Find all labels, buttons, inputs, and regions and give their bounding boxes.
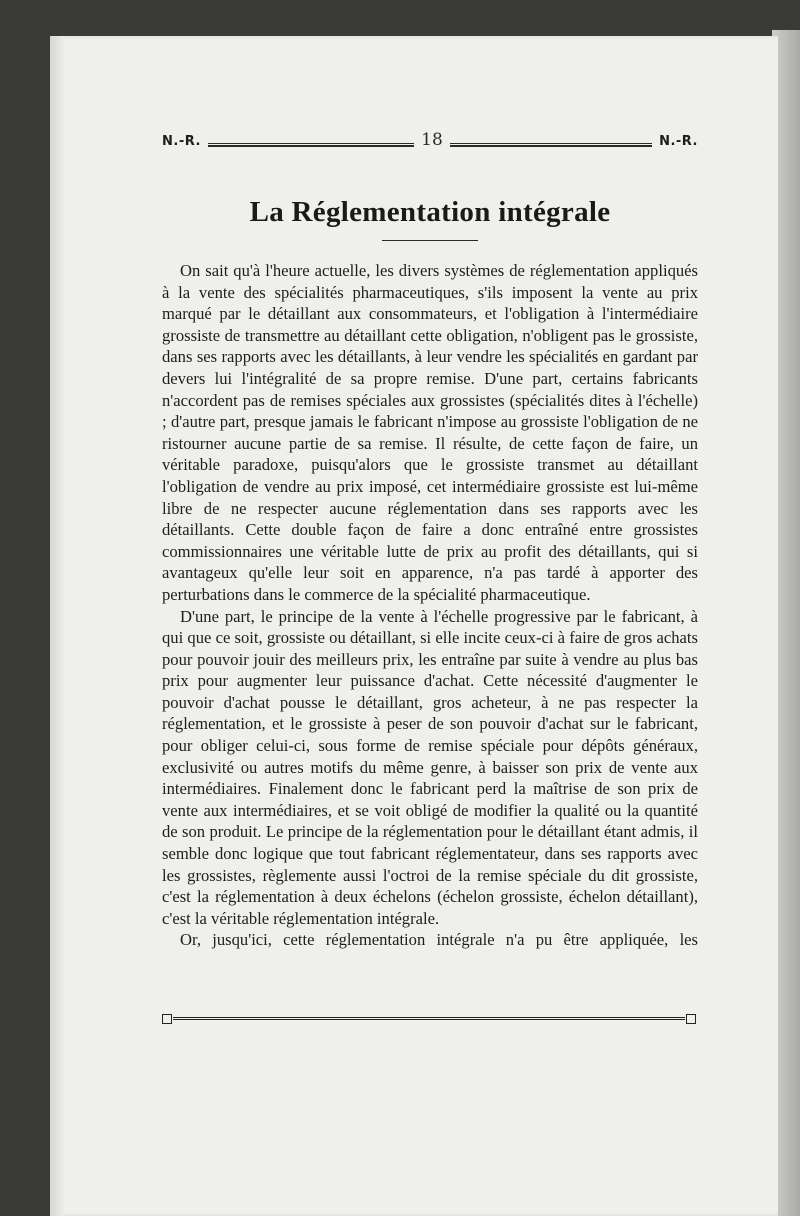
article-title: La Réglementation intégrale (249, 196, 611, 228)
footer-ornament (162, 1012, 696, 1026)
running-header (162, 132, 702, 156)
footer-ornament-rule (173, 1017, 685, 1020)
article-body (162, 260, 698, 951)
page-binding-shadow (50, 36, 64, 1216)
paragraph-1: On sait qu'à l'heure actuelle, les divers systèmes de réglementation appliqués à la vente des spécialités pharmaceutiques, s'ils imposent la vente au prix marqué par le détaillant aux consommateurs, et l'obligation à l'intermédiaire grossiste de transmettre au détaillant cette obligation, n'obligent pas le grossiste, dans ses rapports avec les détaillants, à leur vendre les spécialités en gardant par devers lui l'intégralité de sa propre remise. D'une part, certains fabricants n'accordent pas de remises spéciales aux grossistes (spécialités dites à l'échelle) ; d'autre part, presque jamais le fabricant n'impose au grossiste l'obligation de ne ristourner aucune partie de sa remise. Il résulte, de cette façon de faire, un véritable paradoxe, puisqu'alors que le grossiste transmet au détaillant l'obligation de vendre au prix imposé, cet intermédiaire grossiste est lui-même libre de ne respecter aucune réglementation dans ses rapports avec les détaillants. Cette double façon de faire a donc entraîné entre grossistes commissionnaires une véritable lutte de prix au profit des détaillants, qui si avantageux qu'elle leur soit en apparence, n'a pas tardé à apporter des perturbations dans le commerce de la spécialité pharmaceutique. (162, 261, 698, 604)
header-rule-right (450, 143, 652, 147)
header-left-mark: N.-R. (162, 134, 201, 149)
title-underline (382, 240, 478, 241)
footer-ornament-right-square (686, 1014, 696, 1024)
page-number: 18 (421, 130, 443, 150)
footer-ornament-left-square (162, 1014, 172, 1024)
paragraph-3: Or, jusqu'ici, cette réglementation intégrale n'a pu être appliquée, les (180, 930, 698, 950)
header-right-mark: N.-R. (659, 134, 698, 149)
paragraph-2: D'une part, le principe de la vente à l'échelle progressive par le fabricant, à qui que ce soit, grossiste ou détaillant, si elle incite ceux-ci à faire de gros achats pour pouvoir jouir des meilleurs prix, les entraîne par suite à vendre au plus bas prix pour augmenter leur puissance d'achat. Cette nécessité d'augmenter le pouvoir d'achat pousse le détaillant, gros acheteur, à ne pas respecter la réglementation, et le grossiste à peser de son pouvoir d'achat sur le fabricant, pour obliger celui-ci, sous forme de remise spéciale pour dépôts généraux, exclusivité ou autres motifs du même genre, à baisser son prix de vente aux intermédiaires. Finalement donc le fabricant perd la maîtrise de son prix de vente aux intermédiaires, et se voit obligé de modifier la qualité ou la quantité de son produit. Le principe de la réglementation pour le détaillant étant admis, il semble donc logique que tout fabricant réglementateur, dans ses rapports avec les grossistes, règlemente aussi l'octroi de la remise spéciale du dit grossiste, c'est la réglementation à deux échelons (échelon grossiste, échelon détaillant), c'est la véritable réglementation intégrale. (162, 606, 698, 928)
header-rule-left (208, 143, 414, 147)
